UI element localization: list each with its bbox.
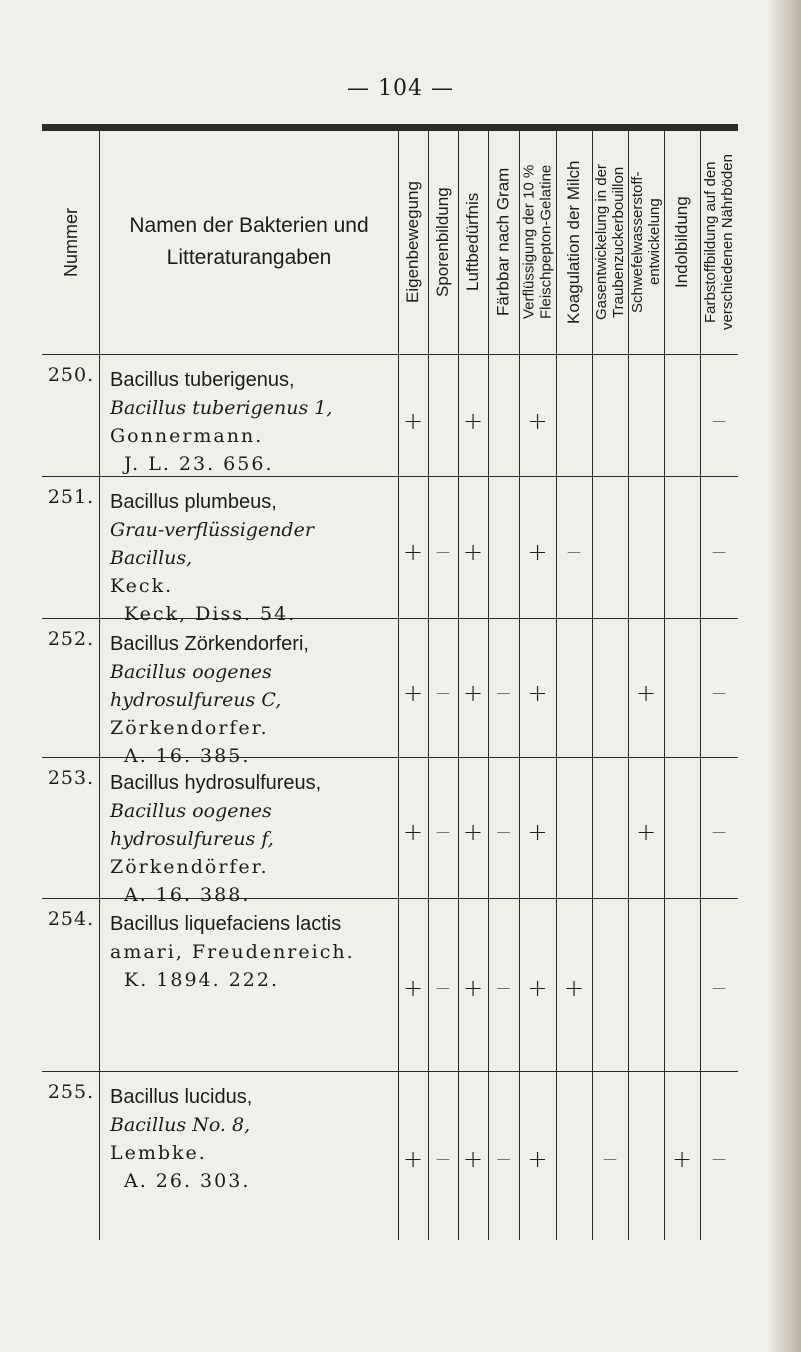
- result-mark: +: [462, 678, 484, 707]
- bacterium-synonym: Bacillus oogenes hydrosulfureus C,: [110, 661, 282, 711]
- author: Keck.: [110, 575, 174, 597]
- header-col-10: Farbstoffbildung auf den verschiedenen Nährböden: [702, 154, 736, 330]
- author: Gonnermann.: [110, 425, 264, 447]
- author: Lembke.: [110, 1142, 207, 1164]
- result-mark: +: [635, 818, 657, 847]
- result-mark: +: [462, 406, 484, 435]
- row-number: 251.: [47, 486, 95, 508]
- result-mark: —: [496, 979, 511, 996]
- result-mark: +: [527, 973, 548, 1002]
- number-column-divider: [99, 130, 100, 1240]
- header-col-8: Schwefelwasserstoff-entwickelung: [629, 171, 663, 313]
- column-divider: [664, 130, 665, 1240]
- header-col-7: Gasentwickelung in der Traubenzuckerbouillon: [593, 164, 627, 320]
- header-col-1: Eigenbewegung: [403, 181, 422, 303]
- author: Zörkendorfer.: [110, 717, 269, 739]
- literature-reference: A. 16. 385.: [124, 745, 251, 767]
- result-mark: +: [527, 678, 548, 707]
- result-mark: —: [712, 684, 726, 701]
- result-mark: —: [712, 824, 726, 841]
- header-col-4: Färbbar nach Gram: [493, 167, 513, 317]
- bacterium-name: Bacillus Zörkendorferi,: [110, 633, 309, 655]
- page-number: — 104 —: [347, 76, 454, 101]
- result-mark: +: [462, 1145, 484, 1174]
- result-mark: —: [496, 1151, 511, 1168]
- bacterium-entry: [110, 769, 400, 909]
- row-number: 255.: [47, 1081, 95, 1103]
- page-edge-shadow: [767, 0, 801, 1352]
- row-number: 250.: [47, 364, 95, 386]
- result-mark: +: [402, 1145, 424, 1174]
- bacterium-name: Bacillus lucidus,: [110, 1086, 253, 1108]
- header-col-2: Sporenbildung: [433, 187, 452, 297]
- result-mark: —: [436, 543, 450, 560]
- result-mark: +: [527, 537, 548, 566]
- result-mark: +: [462, 973, 484, 1002]
- bacterium-name: Bacillus hydrosulfureus,: [110, 772, 322, 794]
- author: Zörkendörfer.: [110, 856, 269, 878]
- header-number: Nummer: [61, 207, 81, 277]
- result-mark: +: [527, 1145, 548, 1174]
- author: amari, Freudenreich.: [110, 941, 355, 963]
- row-number: 253.: [47, 767, 95, 789]
- column-divider: [556, 130, 557, 1240]
- bacterium-synonym: Grau-verflüssigender Bacillus,: [110, 519, 314, 569]
- result-mark: +: [635, 678, 657, 707]
- result-mark: —: [496, 684, 511, 701]
- bacterium-name: Bacillus liquefaciens lactis: [110, 913, 342, 935]
- result-mark: —: [712, 979, 726, 996]
- bacterium-entry: [110, 910, 400, 994]
- literature-reference: A. 26. 303.: [124, 1170, 251, 1192]
- header-rule: [42, 354, 738, 355]
- bacterium-name: Bacillus plumbeus,: [110, 491, 277, 513]
- result-mark: —: [436, 824, 450, 841]
- result-mark: —: [712, 543, 726, 560]
- result-mark: +: [462, 818, 484, 847]
- bacterium-entry: [110, 1083, 400, 1195]
- result-mark: +: [402, 406, 424, 435]
- header-col-9: Indolbildung: [672, 196, 691, 288]
- result-mark: +: [402, 973, 424, 1002]
- result-mark: +: [402, 537, 424, 566]
- bacterium-name: Bacillus tuberigenus,: [110, 369, 295, 391]
- header-col-5: Verflüssigung der 10 % Fleischpepton-Gelatine: [520, 164, 555, 320]
- literature-reference: A. 16. 388.: [124, 884, 251, 906]
- result-mark: —: [436, 1151, 450, 1168]
- literature-reference: Keck, Diss. 54.: [124, 603, 297, 625]
- bacterium-entry: [110, 488, 400, 628]
- result-mark: +: [563, 973, 585, 1002]
- header-name: Namen der Bakterien und Litteraturangaben: [129, 214, 369, 269]
- result-mark: —: [712, 1151, 726, 1168]
- bacterium-synonym: Bacillus oogenes hydrosulfureus f,: [110, 800, 274, 850]
- result-mark: +: [462, 537, 484, 566]
- header-col-3: Luftbedürfnis: [463, 192, 482, 292]
- literature-reference: K. 1894. 222.: [124, 969, 280, 991]
- column-divider: [592, 130, 593, 1240]
- row-number: 252.: [47, 628, 95, 650]
- result-mark: —: [567, 543, 581, 560]
- bacterium-synonym: Bacillus No. 8,: [110, 1114, 251, 1136]
- row-number: 254.: [47, 908, 95, 930]
- bacterium-entry: [110, 366, 400, 478]
- result-mark: —: [496, 824, 511, 841]
- result-mark: +: [402, 818, 424, 847]
- result-mark: +: [527, 406, 548, 435]
- result-mark: —: [712, 412, 726, 429]
- header-col-6: Koagulation der Milch: [564, 160, 583, 324]
- bacterium-synonym: Bacillus tuberigenus 1,: [110, 397, 333, 419]
- result-mark: —: [436, 979, 450, 996]
- result-mark: —: [436, 684, 450, 701]
- literature-reference: J. L. 23. 656.: [124, 453, 274, 475]
- bacterium-entry: [110, 630, 400, 770]
- result-mark: +: [671, 1145, 693, 1174]
- row-rule: [42, 1071, 738, 1072]
- result-mark: —: [603, 1151, 617, 1168]
- result-mark: +: [402, 678, 424, 707]
- result-mark: +: [527, 818, 548, 847]
